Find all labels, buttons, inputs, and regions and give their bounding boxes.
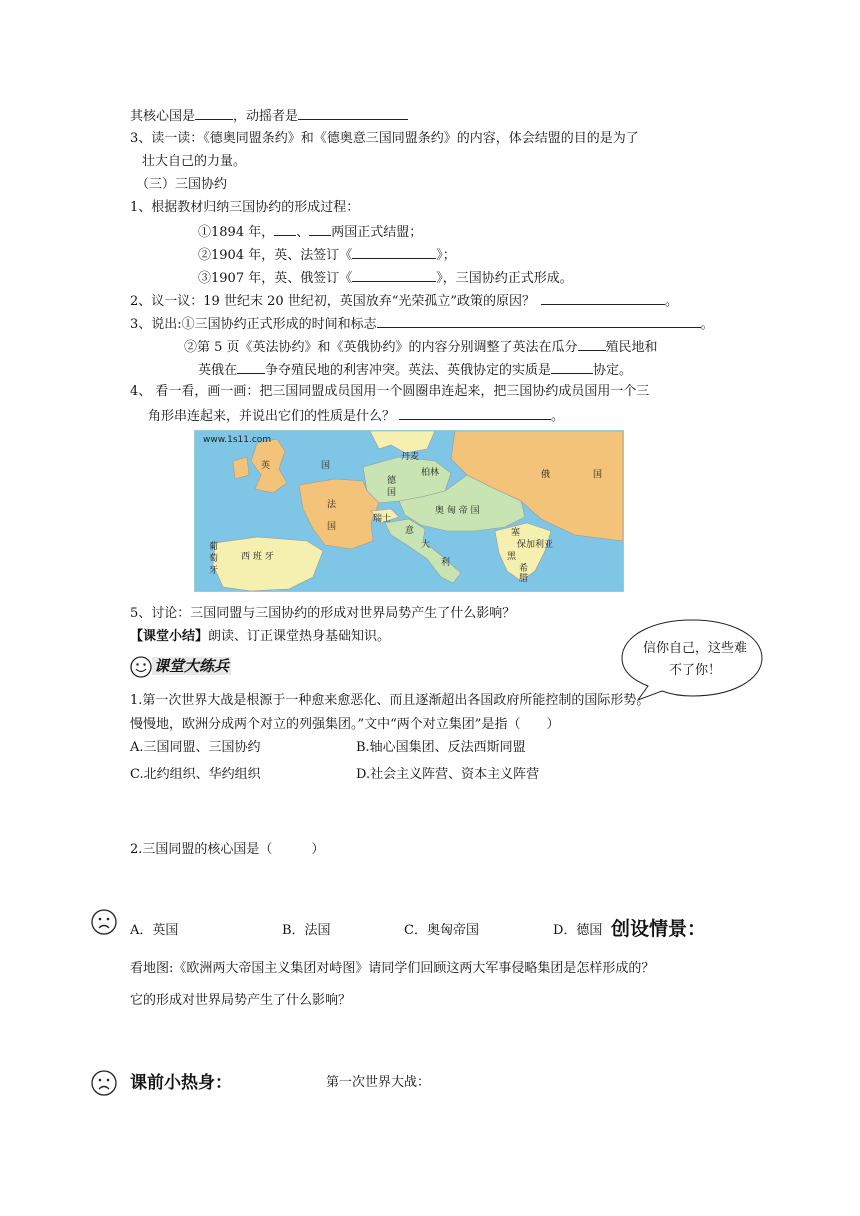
text: 协定。 (593, 363, 633, 378)
text: 两国正式结盟； (331, 225, 423, 240)
map-label: 国 (387, 488, 397, 498)
map-label: 英 (261, 461, 271, 471)
q1-line2: 慢慢地，欧洲分成两个对立的列强集团。”文中“两个对立集团”是指（ ） (130, 717, 560, 732)
q2-option-d: D．德国 (553, 923, 603, 938)
blank (237, 360, 265, 374)
map-label: 国 (593, 470, 603, 480)
line-3: 壮大自己的力量。 (142, 154, 247, 169)
map-label: 黑 (507, 552, 517, 562)
blank (309, 222, 331, 236)
summary-label: 【课堂小结】 (130, 629, 209, 644)
scenario-line2: 它的形成对世界局势产生了什么影响？ (130, 993, 352, 1008)
scenario-line1: 看地图:《欧洲两大帝国主义集团对峙图》请同学们回顾这两大军事侵略集团是怎样形成的？ (130, 961, 655, 976)
text: 3、说出:①三国协约正式形成的时间和标志 (130, 317, 377, 332)
text: 角形串连起来，并说出它们的性质是什么？ (148, 409, 396, 424)
map-label: 柏林 (421, 468, 440, 478)
map-label: 国 (321, 461, 331, 471)
line-10 (130, 314, 714, 334)
text: 2、议一议：19 世纪末 20 世纪初，英国放弃“光荣孤立”政策的原因？ (130, 294, 536, 309)
text: ③1907 年，英、俄签订《 (198, 271, 353, 286)
scenario-title: 创设情景： (611, 918, 707, 940)
bubble-text: 信你自己，这些难不了你！ (642, 641, 747, 678)
text: 争夺殖民地的利害冲突。英法、英俄协定的实质是 (265, 363, 552, 378)
text: 殖民地和 (605, 340, 658, 355)
map-label: 大 (421, 540, 431, 550)
map-label: 丹麦 (401, 452, 420, 462)
text: ，动摇者是 (233, 109, 299, 124)
blank (377, 314, 701, 328)
blank (578, 337, 606, 351)
q1-option-d: D.社会主义阵营、资本主义阵营 (356, 767, 540, 782)
text: ②第 5 页《英法协约》和《英俄协约》的内容分别调整了英法在瓜分 (184, 340, 578, 355)
text: ②1904 年，英、法签订《 (198, 248, 353, 263)
map-label: 萄 (209, 554, 219, 564)
warmup-text: 第一次世界大战： (326, 1075, 431, 1090)
map-label: 法 (327, 500, 337, 510)
map-label: 利 (441, 558, 451, 568)
line-12 (198, 360, 632, 380)
map-graphic (195, 431, 623, 591)
q1-option-c: C.北约组织、华约组织 (130, 767, 261, 782)
practice-title: 课堂大练兵 (154, 657, 230, 675)
map-watermark: www.1s11.com (203, 435, 272, 445)
blank (541, 291, 665, 305)
smiley-face-icon (130, 656, 152, 678)
blank (352, 245, 436, 259)
blank (298, 106, 408, 120)
q2-option-b: B．法国 (282, 923, 331, 938)
map-label: 奥 匈 帝 国 (435, 506, 480, 516)
line-13: 4、 看一看，画一画：把三国同盟成员国用一个圆圈串连起来，把三国协约成员国用一个三 (130, 384, 650, 399)
map-label: 希 (519, 564, 529, 574)
text: 其核心国是 (130, 109, 196, 124)
line-7 (198, 245, 456, 265)
text: ①1894 年， (198, 225, 275, 240)
map-label: 意 (405, 526, 415, 536)
text: 。 (700, 317, 714, 332)
map-label: 国 (327, 522, 337, 532)
text: 》； (436, 248, 456, 263)
map-label: 牙 (209, 566, 219, 576)
q1-option-a: A.三国同盟、三国协约 (130, 740, 261, 755)
blank (551, 360, 593, 374)
q1-option-b: B.轴心国集团、反法西斯同盟 (356, 740, 526, 755)
line-14 (148, 406, 564, 426)
line-15: 5、讨论：三国同盟与三国协约的形成对世界局势产生了什么影响？ (130, 606, 516, 621)
map-label: 塞 (511, 528, 521, 538)
line-2: 3、读一读：《德奥同盟条约》和《德奥意三国同盟条约》的内容，体会结盟的目的是为了 (130, 131, 639, 146)
text: 》，三国协约正式形成。 (436, 271, 573, 286)
ireland-region (233, 457, 249, 479)
q2-stem: 2.三国同盟的核心国是（ ） (130, 842, 325, 857)
line-8 (198, 268, 573, 288)
line-9 (130, 291, 678, 311)
text: 。 (551, 409, 565, 424)
text: 朗读、订正课堂热身基础知识。 (208, 629, 391, 644)
blank (274, 222, 296, 236)
section-heading: （三）三国协约 (136, 177, 228, 192)
map-label: 腊 (519, 574, 529, 584)
map-label: 俄 (541, 470, 551, 480)
line-6 (198, 222, 422, 242)
map-label: 保加利亚 (517, 540, 554, 550)
warmup-title: 课前小热身： (130, 1073, 232, 1093)
sad-face-icon (91, 1070, 117, 1096)
blank (399, 406, 551, 420)
europe-alliance-map (194, 430, 624, 592)
line-5: 1、根据教材归纳三国协约的形成过程： (130, 200, 360, 215)
map-label: 西 班 牙 (241, 552, 274, 562)
map-label: 德 (387, 476, 397, 486)
map-label: 葡 (209, 542, 219, 552)
text: 、 (296, 225, 310, 240)
text: 。 (665, 294, 679, 309)
text: 英俄在 (198, 363, 238, 378)
q2-option-a: A．英国 (130, 923, 179, 938)
q1-line1: 1.第一次世界大战是根源于一种愈来愈恶化、而且逐渐超出各国政府所能控制的国际形势。 (130, 693, 650, 708)
line-11 (184, 337, 658, 357)
line-16 (130, 628, 390, 646)
line-1 (130, 106, 408, 126)
blank (352, 268, 436, 282)
sad-face-icon (91, 909, 117, 935)
q2-option-c: C．奥匈帝国 (404, 923, 479, 938)
blank (195, 106, 233, 120)
map-label: 瑞士 (373, 514, 392, 524)
